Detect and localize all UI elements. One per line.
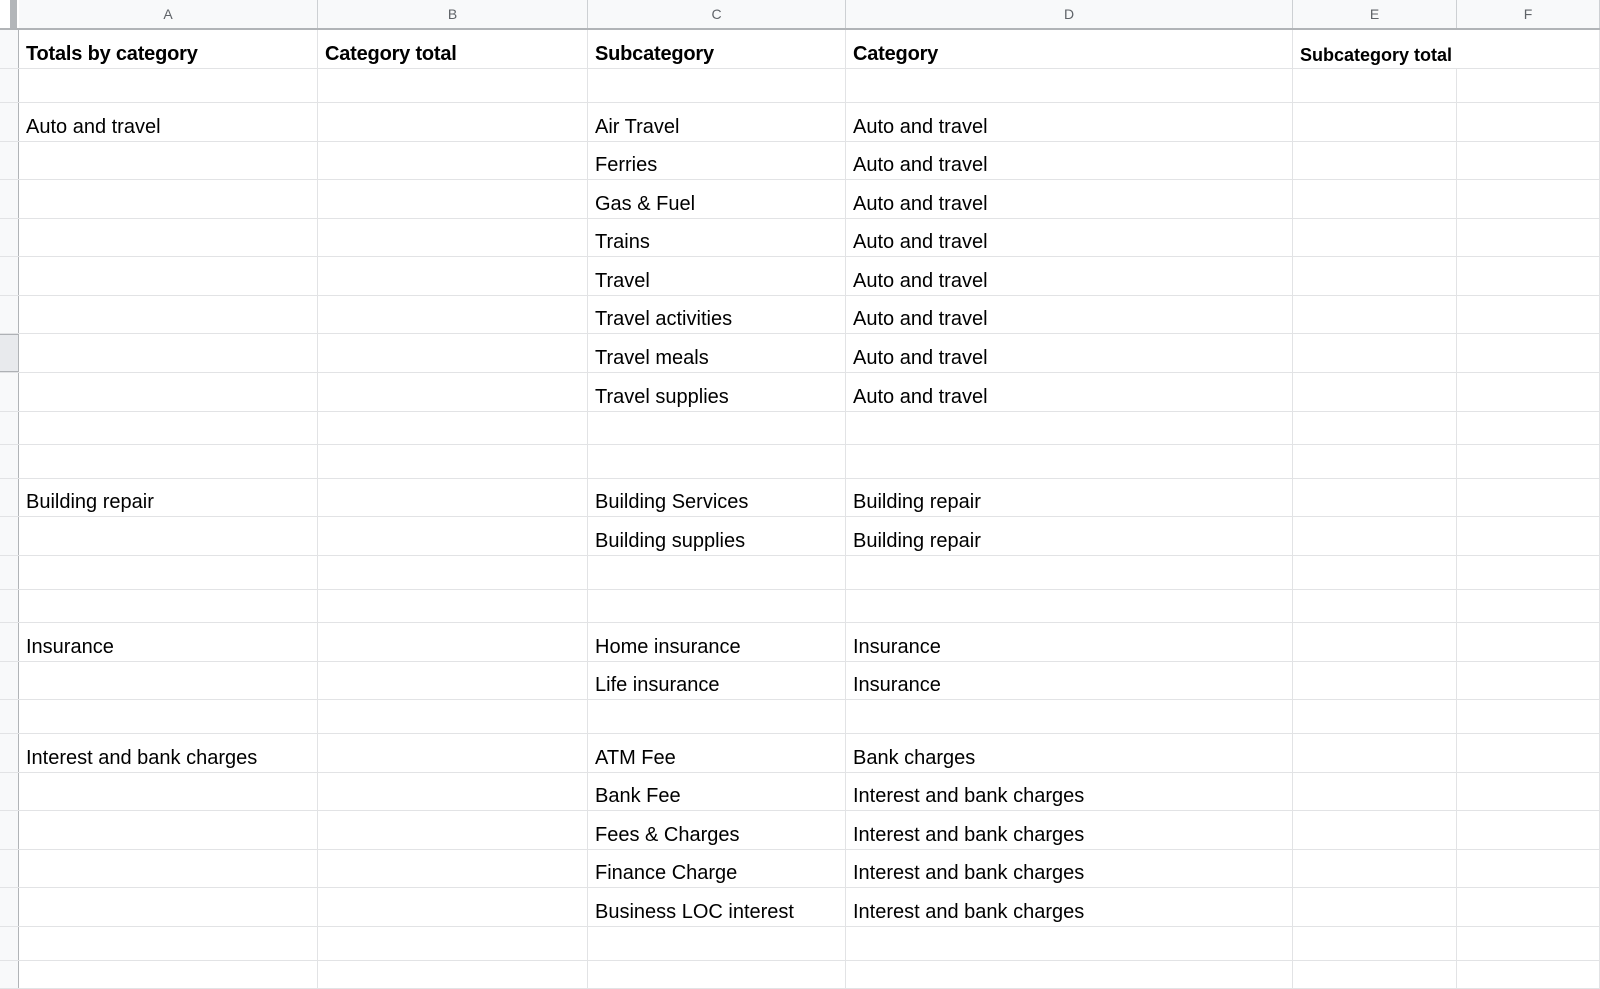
cell-text: Business LOC interest <box>595 901 794 923</box>
cell-text: Building supplies <box>595 530 746 552</box>
cell-text: Auto and travel <box>853 386 988 408</box>
cell-E15[interactable] <box>1293 556 1457 589</box>
cell-C4[interactable] <box>588 142 846 179</box>
table-row <box>0 69 1600 103</box>
table-row <box>0 445 1600 479</box>
grid-body <box>0 30 1600 989</box>
cell-text: Category <box>853 43 939 65</box>
cell-A14[interactable] <box>19 517 318 555</box>
cell-text: Fees & Charges <box>595 824 740 846</box>
cell-B10[interactable] <box>318 373 588 411</box>
cell-text: Auto and travel <box>853 231 988 253</box>
table-row <box>0 773 1600 811</box>
cell-F11[interactable] <box>1457 412 1600 444</box>
cell-C18[interactable] <box>588 662 846 699</box>
cell-D24[interactable] <box>846 888 1293 926</box>
cell-B15[interactable] <box>318 556 588 589</box>
cell-A4[interactable] <box>19 142 318 179</box>
cell-B22[interactable] <box>318 811 588 849</box>
cell-C7[interactable] <box>588 257 846 295</box>
cell-C5[interactable] <box>588 180 846 218</box>
cell-D11[interactable] <box>846 412 1293 444</box>
cell-F7[interactable] <box>1457 257 1600 295</box>
table-row <box>0 103 1600 142</box>
cell-text: ATM Fee <box>595 747 676 769</box>
cell-text: Auto and travel <box>853 116 988 138</box>
cell-A21[interactable] <box>19 773 318 810</box>
cell-C15[interactable] <box>588 556 846 589</box>
cell-text: Insurance <box>853 636 941 658</box>
cell-text: Travel activities <box>595 308 733 330</box>
table-row <box>0 296 1600 334</box>
cell-text: Gas & Fuel <box>595 193 696 215</box>
cell-E19[interactable] <box>1293 700 1457 733</box>
cell-E6[interactable] <box>1293 219 1457 256</box>
cell-B20[interactable] <box>318 734 588 772</box>
cell-C17[interactable] <box>588 623 846 661</box>
cell-E5[interactable] <box>1293 180 1457 218</box>
row-gutter[interactable] <box>0 700 19 733</box>
cell-text: Interest and bank charges <box>26 747 258 769</box>
cell-text: Category total <box>325 43 457 65</box>
row-gutter[interactable] <box>0 811 19 849</box>
cell-A26[interactable] <box>19 961 318 988</box>
table-row <box>0 219 1600 257</box>
cell-E4[interactable] <box>1293 142 1457 179</box>
cell-text: Auto and travel <box>853 193 988 215</box>
cell-E25[interactable] <box>1293 927 1457 960</box>
cell-text: Building repair <box>26 491 154 513</box>
table-row <box>0 961 1600 989</box>
cell-C12[interactable] <box>588 445 846 478</box>
cell-E10[interactable] <box>1293 373 1457 411</box>
cell-C13[interactable] <box>588 479 846 516</box>
column-header-A[interactable]: A <box>19 0 318 28</box>
cell-B17[interactable] <box>318 623 588 661</box>
cell-E8[interactable] <box>1293 296 1457 333</box>
select-all-corner[interactable] <box>0 0 19 28</box>
cell-E21[interactable] <box>1293 773 1457 810</box>
cell-E16[interactable] <box>1293 590 1457 622</box>
cell-A3[interactable] <box>19 103 318 141</box>
cell-text: Air Travel <box>595 116 680 138</box>
table-row <box>0 662 1600 700</box>
cell-A17[interactable] <box>19 623 318 661</box>
cell-E13[interactable] <box>1293 479 1457 516</box>
cell-D1[interactable] <box>846 30 1293 68</box>
row-gutter[interactable] <box>0 556 19 589</box>
cell-B11[interactable] <box>318 412 588 444</box>
cell-D19[interactable] <box>846 700 1293 733</box>
cell-B26[interactable] <box>318 961 588 988</box>
row-gutter[interactable] <box>0 734 19 772</box>
cell-C14[interactable] <box>588 517 846 555</box>
cell-F13[interactable] <box>1457 479 1600 516</box>
cell-D20[interactable] <box>846 734 1293 772</box>
row-gutter[interactable] <box>0 257 19 295</box>
table-row <box>0 811 1600 850</box>
table-row <box>0 590 1600 623</box>
cell-B23[interactable] <box>318 850 588 887</box>
cell-C3[interactable] <box>588 103 846 141</box>
cell-A2[interactable] <box>19 69 318 102</box>
cell-F1[interactable] <box>1457 30 1600 68</box>
row-gutter[interactable] <box>0 850 19 887</box>
table-row <box>0 850 1600 888</box>
cell-E26[interactable] <box>1293 961 1457 988</box>
table-row <box>0 888 1600 927</box>
row-gutter[interactable] <box>0 445 19 478</box>
row-gutter[interactable] <box>0 69 19 102</box>
cell-text: Auto and travel <box>853 308 988 330</box>
column-header-F[interactable]: F <box>1457 0 1600 28</box>
cell-text: Travel <box>595 270 650 292</box>
cell-D3[interactable] <box>846 103 1293 141</box>
cell-D10[interactable] <box>846 373 1293 411</box>
row-gutter[interactable] <box>0 623 19 661</box>
row-gutter[interactable] <box>0 103 19 141</box>
cell-A18[interactable] <box>19 662 318 699</box>
column-header-B[interactable]: B <box>318 0 588 28</box>
cell-A1[interactable] <box>19 30 318 68</box>
column-header-E[interactable]: E <box>1293 0 1457 28</box>
cell-text: Auto and travel <box>853 154 988 176</box>
cell-D23[interactable] <box>846 850 1293 887</box>
cell-F22[interactable] <box>1457 811 1600 849</box>
cell-D25[interactable] <box>846 927 1293 960</box>
cell-D4[interactable] <box>846 142 1293 179</box>
row-gutter[interactable] <box>0 219 19 256</box>
cell-D22[interactable] <box>846 811 1293 849</box>
cell-F15[interactable] <box>1457 556 1600 589</box>
row-gutter[interactable] <box>0 517 19 555</box>
cell-F2[interactable] <box>1457 69 1600 102</box>
cell-F8[interactable] <box>1457 296 1600 333</box>
cell-B18[interactable] <box>318 662 588 699</box>
cell-C23[interactable] <box>588 850 846 887</box>
cell-text: Interest and bank charges <box>853 862 1085 884</box>
table-row <box>0 479 1600 517</box>
cell-B12[interactable] <box>318 445 588 478</box>
cell-F21[interactable] <box>1457 773 1600 810</box>
cell-B9[interactable] <box>318 334 588 372</box>
cell-B5[interactable] <box>318 180 588 218</box>
column-header-C[interactable]: C <box>588 0 846 28</box>
cell-A12[interactable] <box>19 445 318 478</box>
cell-F14[interactable] <box>1457 517 1600 555</box>
cell-A13[interactable] <box>19 479 318 516</box>
cell-E20[interactable] <box>1293 734 1457 772</box>
cell-D6[interactable] <box>846 219 1293 256</box>
cell-D2[interactable] <box>846 69 1293 102</box>
cell-E9[interactable] <box>1293 334 1457 372</box>
row-gutter[interactable] <box>0 888 19 926</box>
table-row <box>0 142 1600 180</box>
row-gutter[interactable] <box>0 961 19 988</box>
table-row <box>0 927 1600 961</box>
cell-text: Interest and bank charges <box>853 901 1085 923</box>
cell-D21[interactable] <box>846 773 1293 810</box>
row-header-resize-handle[interactable] <box>10 0 17 28</box>
cell-A24[interactable] <box>19 888 318 926</box>
cell-F25[interactable] <box>1457 927 1600 960</box>
cell-F9[interactable] <box>1457 334 1600 372</box>
row-gutter-highlighted[interactable] <box>0 334 19 372</box>
cell-D18[interactable] <box>846 662 1293 699</box>
cell-F5[interactable] <box>1457 180 1600 218</box>
cell-A6[interactable] <box>19 219 318 256</box>
cell-B24[interactable] <box>318 888 588 926</box>
cell-B13[interactable] <box>318 479 588 516</box>
table-row <box>0 257 1600 296</box>
cell-B14[interactable] <box>318 517 588 555</box>
cell-text: Auto and travel <box>853 347 988 369</box>
cell-F3[interactable] <box>1457 103 1600 141</box>
cell-F18[interactable] <box>1457 662 1600 699</box>
cell-D16[interactable] <box>846 590 1293 622</box>
table-row <box>0 412 1600 445</box>
cell-D13[interactable] <box>846 479 1293 516</box>
cell-text: Interest and bank charges <box>853 824 1085 846</box>
column-header-D[interactable]: D <box>846 0 1293 28</box>
cell-F10[interactable] <box>1457 373 1600 411</box>
cell-E7[interactable] <box>1293 257 1457 295</box>
cell-text: Finance Charge <box>595 862 738 884</box>
cell-text: Home insurance <box>595 636 741 658</box>
table-row <box>0 700 1600 734</box>
cell-A5[interactable] <box>19 180 318 218</box>
row-gutter[interactable] <box>0 142 19 179</box>
cell-text: Insurance <box>26 636 114 658</box>
cell-A9[interactable] <box>19 334 318 372</box>
cell-E2[interactable] <box>1293 69 1457 102</box>
cell-text: Interest and bank charges <box>853 785 1085 807</box>
cell-F6[interactable] <box>1457 219 1600 256</box>
cell-D7[interactable] <box>846 257 1293 295</box>
cell-C8[interactable] <box>588 296 846 333</box>
cell-text: Trains <box>595 231 650 253</box>
table-row <box>0 734 1600 773</box>
table-row <box>0 180 1600 219</box>
cell-E12[interactable] <box>1293 445 1457 478</box>
row-gutter[interactable] <box>0 927 19 960</box>
cell-D5[interactable] <box>846 180 1293 218</box>
cell-C16[interactable] <box>588 590 846 622</box>
row-gutter[interactable] <box>0 590 19 622</box>
cell-C26[interactable] <box>588 961 846 988</box>
cell-A23[interactable] <box>19 850 318 887</box>
cell-D12[interactable] <box>846 445 1293 478</box>
cell-E3[interactable] <box>1293 103 1457 141</box>
cell-text: Auto and travel <box>853 270 988 292</box>
cell-text: Subcategory total <box>1300 45 1453 65</box>
cell-C10[interactable] <box>588 373 846 411</box>
cell-text: Life insurance <box>595 674 720 696</box>
cell-E14[interactable] <box>1293 517 1457 555</box>
cell-D14[interactable] <box>846 517 1293 555</box>
cell-B8[interactable] <box>318 296 588 333</box>
column-letters-bar <box>0 0 1600 30</box>
row-gutter[interactable] <box>0 773 19 810</box>
table-row <box>0 517 1600 556</box>
cell-B6[interactable] <box>318 219 588 256</box>
cell-F12[interactable] <box>1457 445 1600 478</box>
cell-B19[interactable] <box>318 700 588 733</box>
row-gutter[interactable] <box>0 296 19 333</box>
cell-B1[interactable] <box>318 30 588 68</box>
cell-E24[interactable] <box>1293 888 1457 926</box>
cell-E23[interactable] <box>1293 850 1457 887</box>
cell-B25[interactable] <box>318 927 588 960</box>
cell-E1[interactable] <box>1293 30 1457 68</box>
cell-F16[interactable] <box>1457 590 1600 622</box>
table-row <box>0 334 1600 373</box>
cell-F19[interactable] <box>1457 700 1600 733</box>
cell-C2[interactable] <box>588 69 846 102</box>
row-gutter[interactable] <box>0 662 19 699</box>
cell-text: Bank Fee <box>595 785 681 807</box>
cell-B4[interactable] <box>318 142 588 179</box>
cell-text: Subcategory <box>595 43 714 65</box>
cell-D26[interactable] <box>846 961 1293 988</box>
cell-A19[interactable] <box>19 700 318 733</box>
cell-B2[interactable] <box>318 69 588 102</box>
cell-C21[interactable] <box>588 773 846 810</box>
cell-text: Travel supplies <box>595 386 729 408</box>
cell-B21[interactable] <box>318 773 588 810</box>
cell-A25[interactable] <box>19 927 318 960</box>
cell-B16[interactable] <box>318 590 588 622</box>
cell-C1[interactable] <box>588 30 846 68</box>
cell-E11[interactable] <box>1293 412 1457 444</box>
cell-C19[interactable] <box>588 700 846 733</box>
cell-C25[interactable] <box>588 927 846 960</box>
row-gutter[interactable] <box>0 373 19 411</box>
cell-B7[interactable] <box>318 257 588 295</box>
cell-F20[interactable] <box>1457 734 1600 772</box>
cell-C22[interactable] <box>588 811 846 849</box>
cell-D17[interactable] <box>846 623 1293 661</box>
cell-text: Travel meals <box>595 347 709 369</box>
cell-B3[interactable] <box>318 103 588 141</box>
cell-F23[interactable] <box>1457 850 1600 887</box>
cell-A15[interactable] <box>19 556 318 589</box>
cell-A22[interactable] <box>19 811 318 849</box>
cell-F24[interactable] <box>1457 888 1600 926</box>
cell-C24[interactable] <box>588 888 846 926</box>
cell-D8[interactable] <box>846 296 1293 333</box>
cell-A16[interactable] <box>19 590 318 622</box>
cell-F17[interactable] <box>1457 623 1600 661</box>
cell-F4[interactable] <box>1457 142 1600 179</box>
table-row <box>0 373 1600 412</box>
table-row <box>0 556 1600 590</box>
cell-text: Building Services <box>595 491 749 513</box>
cell-A8[interactable] <box>19 296 318 333</box>
cell-text: Building repair <box>853 530 981 552</box>
cell-text: Auto and travel <box>26 116 161 138</box>
cell-E17[interactable] <box>1293 623 1457 661</box>
cell-text: Ferries <box>595 154 658 176</box>
row-gutter[interactable] <box>0 30 19 68</box>
cell-C11[interactable] <box>588 412 846 444</box>
cell-D9[interactable] <box>846 334 1293 372</box>
row-gutter[interactable] <box>0 412 19 444</box>
cell-A20[interactable] <box>19 734 318 772</box>
cell-text: Building repair <box>853 491 981 513</box>
cell-A7[interactable] <box>19 257 318 295</box>
cell-D15[interactable] <box>846 556 1293 589</box>
cell-E18[interactable] <box>1293 662 1457 699</box>
header-row <box>0 30 1600 69</box>
cell-A10[interactable] <box>19 373 318 411</box>
cell-C6[interactable] <box>588 219 846 256</box>
cell-F26[interactable] <box>1457 961 1600 988</box>
cell-C20[interactable] <box>588 734 846 772</box>
cell-text: Totals by category <box>26 43 198 65</box>
cell-text: Insurance <box>853 674 941 696</box>
row-gutter[interactable] <box>0 180 19 218</box>
table-row <box>0 623 1600 662</box>
cell-C9[interactable] <box>588 334 846 372</box>
cell-A11[interactable] <box>19 412 318 444</box>
cell-text: Bank charges <box>853 747 976 769</box>
cell-E22[interactable] <box>1293 811 1457 849</box>
row-gutter[interactable] <box>0 479 19 516</box>
